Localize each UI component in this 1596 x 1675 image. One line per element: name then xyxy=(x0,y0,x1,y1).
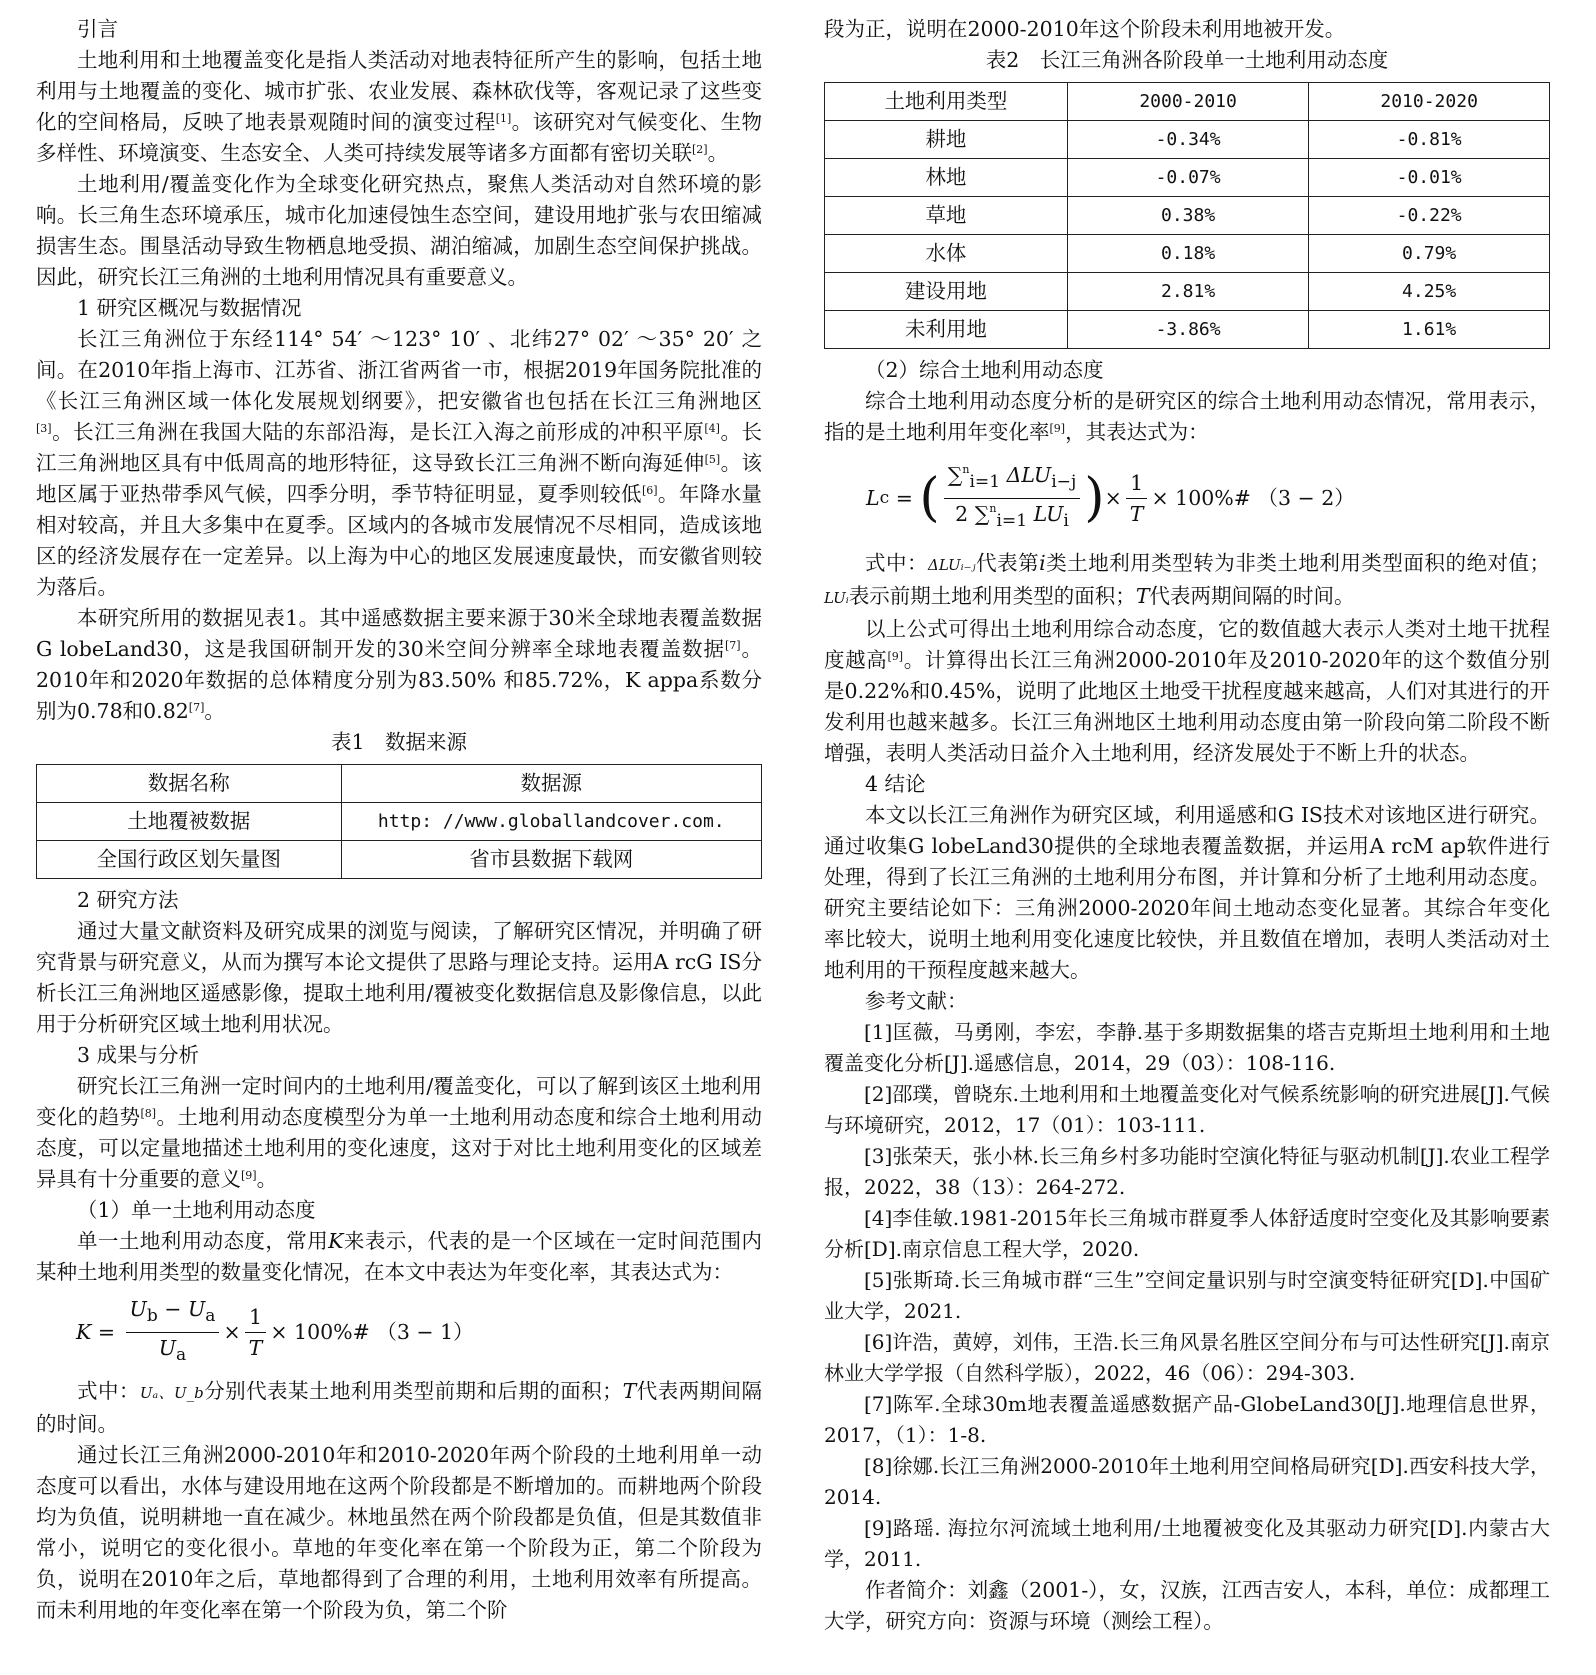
citation: [9] xyxy=(241,1169,257,1182)
table-cell: -0.34% xyxy=(1067,121,1308,159)
formula-tag: # （3 − 1） xyxy=(352,1319,474,1344)
author-bio: 作者简介：刘鑫（2001-），女，汉族，江西吉安人，本科，单位：成都理工大学，研究方向：资源与环境（测绘工程）。 xyxy=(824,1578,1550,1633)
table-row xyxy=(825,197,1550,235)
table-cell: 2.81% xyxy=(1067,273,1308,311)
citation: [4] xyxy=(704,422,720,435)
table-header-cell: 数据源 xyxy=(341,765,762,803)
citation: [2] xyxy=(692,143,708,156)
citation: [7] xyxy=(188,701,205,714)
citation: [8] xyxy=(140,1107,157,1120)
section-1-paragraph-2: 本研究所用的数据见表1。其中遥感数据主要来源于30米全球地表覆盖数据G lobeLand30，这是我国研制开发的30米空间分辨率全球地表覆盖数据[7]。2010年和2020年数据的总体精度分别为83.50% 和85.72%，K appa系数分别为0.78和0.82[7]。 xyxy=(36,606,762,723)
table-2-caption: 表2 长江三角洲各阶段单一土地利用动态度 xyxy=(985,48,1389,72)
citation: [5] xyxy=(704,453,721,466)
subsection-1-paragraph-2: 式中：Uₐ、U_b分别代表某土地利用类型前期和后期的面积；T代表两期间隔的时间。 xyxy=(36,1379,763,1436)
table-row xyxy=(37,803,762,841)
table-cell: -0.01% xyxy=(1309,159,1550,197)
table-cell: 0.38% xyxy=(1067,197,1308,235)
section-1-paragraph-1: 长江三角洲位于东经114° 54′ ～123° 10′ 、北纬27° 02′ ～35° 20′ 之间。在2010年指上海市、江苏省、浙江省两省一市，根据2019年国务院批准的《长江三角洲区域一体化发展规划纲要》，把安徽省也包括在长江三角洲地区 [3]。长江三角洲在我国大陆的东部沿海，是长江入海之前形成的冲积平原[4]。长江三角洲地区具有中低周高的地形特征，这导致长江三角洲不断向海延伸[5]。该地区属于亚热带季风气候，四季分明，季节特征明显，夏季则较低[6]。年降水量相对较高，并且大多集中在夏季。区域内的各城市发展情况不尽相同，造成该地区的经济发展存在一定差异。以上海为中心的地区发展速度最快，而安徽省则较为落后。 xyxy=(36,327,763,599)
table-cell: 土地覆被数据 xyxy=(37,803,342,841)
subsection-1-paragraph-1: 单一土地利用动态度，常用K来表示，代表的是一个区域在一定时间范围内某种土地利用类型的数量变化情况，在本文中表达为年变化率，其表达式为： xyxy=(36,1229,763,1284)
intro-paragraph-1: 土地利用和土地覆盖变化是指人类活动对地表特征所产生的影响，包括土地利用与土地覆盖的变化、城市扩张、农业发展、森林砍伐等，客观记录了这些变化的空间格局，反映了地表景观随时间的演变过程[1]。该研究对气候变化、生物多样性、环境演变、生态安全、人类可持续发展等诸多方面都有密切关联[2]。 xyxy=(36,48,763,165)
table-cell: 省市县数据下载网 xyxy=(341,841,762,879)
table-header-cell: 2010-2020 xyxy=(1309,83,1550,121)
table-1-caption: 表1 数据来源 xyxy=(330,730,468,754)
reference-item: [9]路瑶. 海拉尔河流域土地利用/土地覆被变化及其驱动力研究[D].内蒙古大学，2011. xyxy=(824,1516,1550,1571)
subsection-1-heading: （1）单一土地利用动态度 xyxy=(77,1198,316,1222)
table-header-row xyxy=(825,83,1550,121)
reference-item: [6]许浩，黄婷，刘伟，王浩.长三角风景名胜区空间分布与可达性研究[J].南京林业大学学报（自然科学版），2022，46（06）：294-303. xyxy=(824,1330,1550,1385)
table-header-cell: 2000-2010 xyxy=(1067,83,1308,121)
table-2 xyxy=(824,82,1550,349)
section-3-heading: 3 成果与分析 xyxy=(77,1043,200,1067)
citation: [1] xyxy=(495,112,512,125)
section-1-heading: 1 研究区概况与数据情况 xyxy=(77,296,302,320)
subsection-2-heading: （2）综合土地利用动态度 xyxy=(865,358,1104,382)
table-cell: -3.86% xyxy=(1067,311,1308,349)
left-column xyxy=(36,14,762,1626)
reference-item: [3]张荣天，张小林.长三角乡村多功能时空演化特征与驱动机制[J].农业工程学报，2022，38（13）：264-272. xyxy=(824,1144,1550,1199)
subsection-2-paragraph-2: 式中：ΔLUᵢ₋ⱼ代表第i类土地利用类型转为非类土地利用类型面积的绝对值；LUᵢ表示前期土地利用类型的面积；T代表两期间隔的时间。 xyxy=(824,551,1551,608)
table-cell: 未利用地 xyxy=(825,311,1068,349)
citation: [6] xyxy=(641,484,658,497)
subsection-1-paragraph-3: 通过长江三角洲2000-2010年和2010-2020年两个阶段的土地利用单一动态度可以看出，水体与建设用地在这两个阶段都是不断增加的。而耕地两个阶段均为负值，说明耕地一直在减少。林地虽然在两个阶段都是负值，但是其数值非常小，说明它的变化很小。草地的年变化率在第一个阶段为正，第二个阶段为负，说明在2010年之后，草地都得到了合理的利用，土地利用效率有所提高。而未利用地的年变化率在第一个阶段为负，第二个阶 xyxy=(36,1443,762,1622)
section-2-paragraph: 通过大量文献资料及研究成果的浏览与阅读，了解研究区情况，并明确了研究背景与研究意义，从而为撰写本论文提供了思路与理论支持。运用A rcG IS分析长江三角洲地区遥感影像，提取土地利用/覆被变化数据信息及影像信息，以此用于分析研究区域土地利用状况。 xyxy=(36,919,762,1036)
reference-item: [1]匡薇，马勇刚，李宏，李静.基于多期数据集的塔吉克斯坦土地利用和土地覆盖变化分析[J].遥感信息，2014，29（03）：108-116. xyxy=(824,1020,1550,1075)
table-row xyxy=(37,841,762,879)
subsection-2-paragraph-3: 以上公式可得出土地利用综合动态度，它的数值越大表示人类对土地干扰程度越高[9]。计算得出长江三角洲2000-2010年及2010-2020年的这个数值分别是0.22%和0.45%，说明了此地区土地受干扰程度越来越高，人们对其进行的开发利用也越来越多。长江三角洲地区土地利用动态度由第一阶段向第二阶段不断增强，表明人类活动日益介入土地利用，经济发展处于不断上升的状态。 xyxy=(824,617,1550,765)
section-3-paragraph: 研究长江三角洲一定时间内的土地利用/覆盖变化，可以了解到该区土地利用变化的趋势[8]。土地利用动态度模型分为单一土地利用动态度和综合土地利用动态度，可以定量地描述土地利用的变化速度，这对于对比土地利用变化的区域差异具有十分重要的意义[9]。 xyxy=(36,1074,763,1191)
table-cell: 林地 xyxy=(825,159,1068,197)
intro-heading: 引言 xyxy=(77,17,118,41)
table-cell: 建设用地 xyxy=(825,273,1068,311)
table-cell: 草地 xyxy=(825,197,1068,235)
continued-paragraph: 段为正，说明在2000-2010年这个阶段未利用地被开发。 xyxy=(824,17,1346,41)
formula-tag: # （3 − 2） xyxy=(1233,485,1355,510)
formula-3-2: L c = ( $\frac{\sum^n_{i=1} \Delta LU_{i-j}}{2 \sum^n_{i=1} LU_i}$ ) × $\frac{1}{T}$ × 100% # （3 − 2） xyxy=(824,454,1550,542)
table-cell: -0.81% xyxy=(1309,121,1550,159)
citation: [9] xyxy=(887,650,904,663)
table-row xyxy=(825,273,1550,311)
table-cell: 水体 xyxy=(825,235,1068,273)
table-row xyxy=(825,159,1550,197)
intro-paragraph-2: 土地利用/覆盖变化作为全球变化研究热点，聚焦人类活动对自然环境的影响。长三角生态环境承压，城市化加速侵蚀生态空间，建设用地扩张与农田缩减损害生态。围垦活动导致生物栖息地受损、湖泊缩减，加剧生态空间保护挑战。因此，研究长江三角洲的土地利用情况具有重要意义。 xyxy=(36,172,762,289)
citation: [9] xyxy=(1049,422,1066,435)
table-row xyxy=(825,121,1550,159)
table-cell: http: //www.globallandcover.com. xyxy=(341,803,762,841)
table-header-row xyxy=(37,765,762,803)
reference-item: [5]张斯琦.长三角城市群“三生”空间定量识别与时空演变特征研究[D].中国矿业大学，2021. xyxy=(824,1268,1550,1323)
formula-3-1: K = $\frac{U_b - U_a}{U_a}$ × $\frac{1}{T}$ × 100% # （3 − 1） xyxy=(36,1294,762,1370)
table-row xyxy=(825,235,1550,273)
reference-item: [4]李佳敏.1981-2015年长三角城市群夏季人体舒适度时空变化及其影响要素分析[D].南京信息工程大学，2020. xyxy=(824,1206,1550,1261)
citation: [7] xyxy=(724,639,741,652)
table-cell: 1.61% xyxy=(1309,311,1550,349)
table-cell: 4.25% xyxy=(1309,273,1550,311)
table-header-cell: 数据名称 xyxy=(37,765,342,803)
section-4-paragraph: 本文以长江三角洲作为研究区域，利用遥感和G IS技术对该地区进行研究。通过收集G lobeLand30提供的全球地表覆盖数据，并运用A rcM ap软件进行处理，得到了长江三角洲的土地利用分布图，并计算和分析了土地利用动态度。研究主要结论如下：三角洲2000-2020年间土地动态变化显著。其综合年变化率比较大，说明土地利用变化速度比较快，并且数值在增加，表明人类活动对土地利用的干预程度越来越大。 xyxy=(824,803,1550,982)
section-2-heading: 2 研究方法 xyxy=(77,888,179,912)
table-row xyxy=(825,311,1550,349)
table-cell: -0.07% xyxy=(1067,159,1308,197)
reference-item: [2]邵璞，曾晓东.土地利用和土地覆盖变化对气候系统影响的研究进展[J].气候与环境研究，2012，17（01）：103-111. xyxy=(824,1082,1550,1137)
right-column xyxy=(824,14,1550,1637)
section-4-heading: 4 结论 xyxy=(865,772,926,796)
citation: [3] xyxy=(36,422,52,435)
references-heading: 参考文献： xyxy=(865,989,968,1013)
reference-item: [7]陈军.全球30m地表覆盖遥感数据产品-GlobeLand30[J].地理信息世界，2017，（1）：1-8. xyxy=(824,1392,1550,1447)
table-1 xyxy=(36,764,762,879)
table-cell: 0.79% xyxy=(1309,235,1550,273)
table-header-cell: 土地利用类型 xyxy=(825,83,1068,121)
reference-item: [8]徐娜.长江三角洲2000-2010年土地利用空间格局研究[D].西安科技大学，2014. xyxy=(824,1454,1550,1509)
table-cell: 全国行政区划矢量图 xyxy=(37,841,342,879)
table-cell: 0.18% xyxy=(1067,235,1308,273)
table-cell: 耕地 xyxy=(825,121,1068,159)
subsection-2-paragraph-1: 综合土地利用动态度分析的是研究区的综合土地利用动态情况，常用表示，指的是土地利用年变化率[9]，其表达式为： xyxy=(824,389,1550,444)
table-cell: -0.22% xyxy=(1309,197,1550,235)
